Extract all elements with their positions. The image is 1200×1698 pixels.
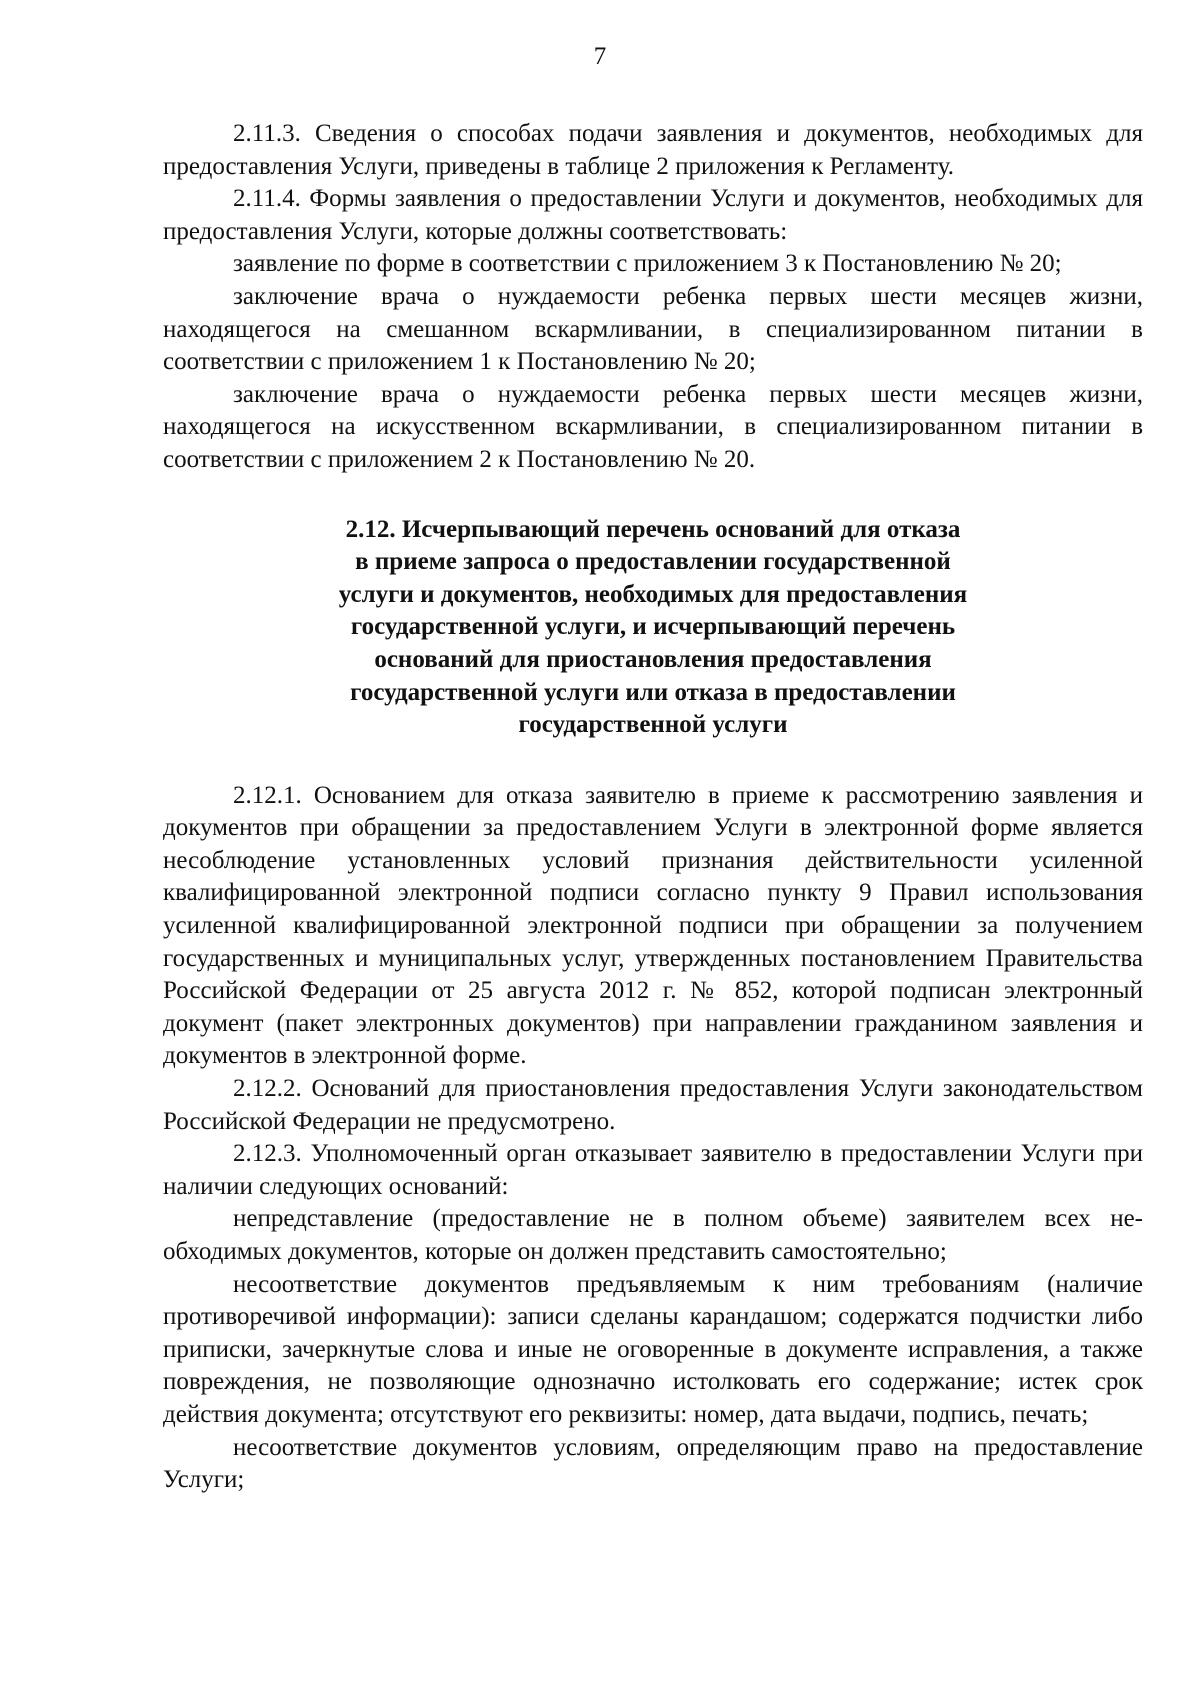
heading-line: в приеме запроса о предоставлении государственной	[355, 548, 951, 576]
paragraph-application-form: заявление по форме в соответствии с приложением 3 к Постановлению № 20;	[233, 250, 1062, 278]
paragraph-2-12-1: 2.12.1. Основанием для отказа заявителю в приеме к рассмотрению заявления и документов при обращении за предоставлением Услуги в электронной форме является несоблюдение установленных условий признания действительности усиленной квалифицированной электронной подписи согласно пункту 9 Правил использования усиленной квалифицированной электронной подписи при обращении за получением государственных и муниципальных услуг, утвержденных постановлением Правительства Российской Федерации от 25 августа 2012 г. № 852, которой подписан электронный документ (пакет электронных документов) при направлении гражданином заявления и документов в электронной форме.	[163, 781, 1143, 1070]
paragraph-2-12-2: 2.12.2. Оснований для приостановления предоставления Услуги законодательством Российской Федерации не предусмотрено.	[163, 1075, 1143, 1135]
heading-line: 2.12. Исчерпывающий перечень оснований для отказа	[345, 515, 961, 543]
paragraph-2-11-4: 2.11.4. Формы заявления о предоставлении Услуги и документов, необходимых для предоставления Услуги, которые должны соответствовать:	[163, 185, 1143, 245]
heading-line: государственной услуги или отказа в предоставлении	[350, 678, 956, 706]
paragraph-conditions-mismatch: несоответствие документов условиям, определяющим право на предоставление Услуги;	[163, 1433, 1143, 1494]
heading-line: государственной услуги	[518, 711, 788, 739]
page-number: 7	[593, 43, 607, 70]
paragraph-artificial-feeding-conclusion: заключение врача о нуждаемости ребенка первых шести месяцев жизни, находящегося на искусственном вскармливании, в специализированном питании в соответствии с приложением 2 к Постановлению № 20.	[163, 380, 1143, 473]
heading-line: оснований для приостановления предоставления	[374, 645, 932, 673]
paragraph-mixed-feeding-conclusion: заключение врача о нуждаемости ребенка первых шести месяцев жизни, находящегося на смешанном вскармливании, в специализированном питании в соответствии с приложением 1 к Постановлению № 20;	[163, 282, 1143, 376]
heading-line: услуги и документов, необходимых для предоставления	[338, 580, 968, 608]
document-body	[163, 118, 1143, 1497]
section-heading-2-12	[233, 514, 1073, 742]
heading-line: государственной услуги, и исчерпывающий перечень	[350, 613, 956, 641]
paragraph-missing-documents: непредставление (предоставление не в полном объеме) заявителем всех необходимых документов, которые он должен представить самостоятельно;	[163, 1205, 1143, 1265]
paragraph-document-mismatch: несоответствие документов предъявляемым к ним требованиям (наличие противоречивой информации): записи сделаны карандашом; содержатся подчистки либо приписки, зачеркнутые слова и иные не оговоренные в документе исправления, а также повреждения, не позволяющие однозначно истолковать его содержание; истек срок действия документа; отсутствуют его реквизиты: номер, дата выдачи, подпись, печать;	[163, 1270, 1143, 1428]
paragraph-2-12-3: 2.12.3. Уполномоченный орган отказывает заявителю в предоставлении Услуги при наличии следующих оснований:	[163, 1140, 1143, 1200]
paragraph-2-11-3: 2.11.3. Сведения о способах подачи заявления и документов, необходимых для предоставления Услуги, приведены в таблице 2 приложения к Регламенту.	[163, 120, 1143, 180]
